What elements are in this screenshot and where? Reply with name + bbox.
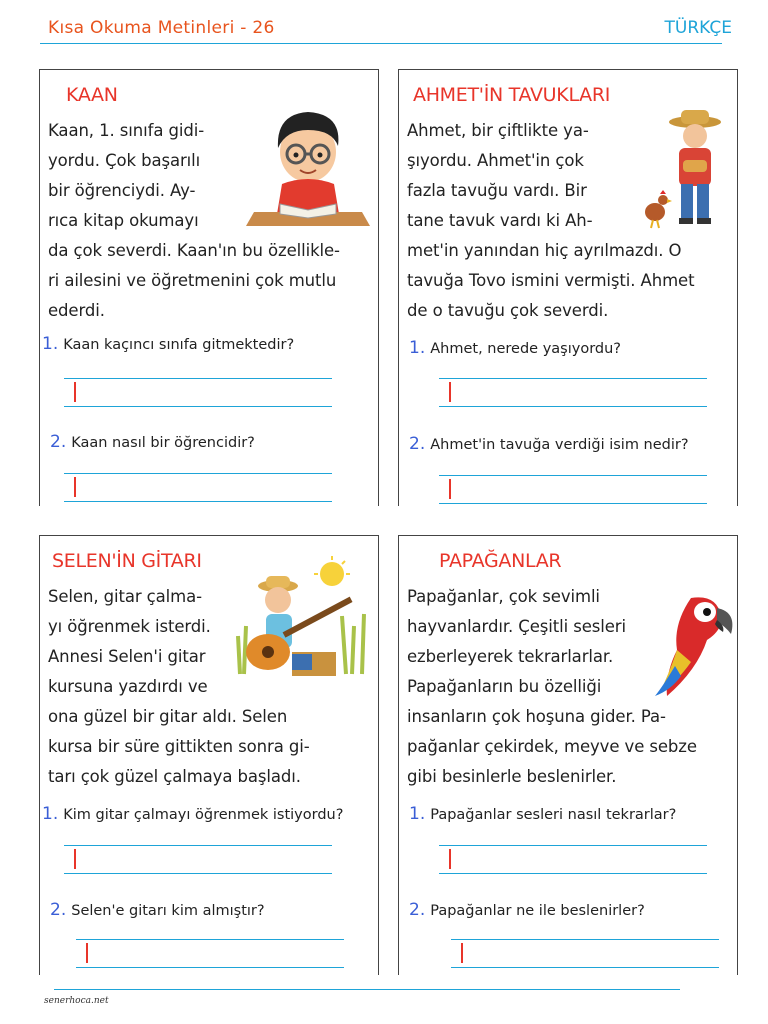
card-title: KAAN xyxy=(66,84,118,106)
question-number: 1. xyxy=(409,804,426,824)
question-number: 1. xyxy=(42,334,59,354)
text-line: tarı çok güzel çalmaya başladı. xyxy=(48,767,301,786)
answer-field-2[interactable] xyxy=(64,473,332,502)
text-line: şıyordu. Ahmet'in çok xyxy=(407,151,584,170)
text-line: gibi besinlerle beslenirler. xyxy=(407,767,617,786)
subject-label: TÜRKÇE xyxy=(664,18,732,38)
reading-card-papaganlar xyxy=(398,535,738,975)
question-number: 1. xyxy=(42,804,59,824)
footer-divider xyxy=(54,989,680,990)
text-line: da çok severdi. Kaan'ın bu özellikle- xyxy=(48,241,340,260)
text-line: Annesi Selen'i gitar xyxy=(48,647,206,666)
child-playing-guitar-icon xyxy=(232,556,378,680)
header-divider xyxy=(40,43,722,44)
question-2 xyxy=(409,900,745,920)
text-line: bir öğrenciydi. Ay- xyxy=(48,181,196,200)
question-text: Ahmet'in tavuğa verdiği isim nedir? xyxy=(430,437,689,453)
question-number: 2. xyxy=(50,900,67,920)
farmer-with-chicken-icon xyxy=(639,108,735,232)
text-line: Kaan, 1. sınıfa gidi- xyxy=(48,121,205,140)
answer-field-1[interactable] xyxy=(64,845,332,874)
question-text: Ahmet, nerede yaşıyordu? xyxy=(430,341,621,357)
question-1 xyxy=(42,804,378,824)
answer-field-1[interactable] xyxy=(439,845,707,874)
text-line: de o tavuğu çok severdi. xyxy=(407,301,609,320)
card-title: PAPAĞANLAR xyxy=(439,550,562,572)
question-number: 1. xyxy=(409,338,426,358)
question-text: Papağanlar ne ile beslenirler? xyxy=(430,903,645,919)
text-line: Ahmet, bir çiftlikte ya- xyxy=(407,121,589,140)
answer-field-2[interactable] xyxy=(76,939,344,968)
question-text: Kim gitar çalmayı öğrenmek istiyordu? xyxy=(63,807,344,823)
text-line: tavuğa Tovo ismini vermişti. Ahmet xyxy=(407,271,695,290)
answer-start-mark xyxy=(74,382,76,402)
boy-reading-book-icon xyxy=(246,100,370,230)
text-line: kursa bir süre gittikten sonra gi- xyxy=(48,737,310,756)
answer-field-2[interactable] xyxy=(451,939,719,968)
card-title: AHMET'İN TAVUKLARI xyxy=(413,84,611,106)
reading-card-ahmet xyxy=(398,69,738,506)
question-1 xyxy=(409,804,745,824)
question-2 xyxy=(409,434,745,454)
question-number: 2. xyxy=(409,900,426,920)
answer-start-mark xyxy=(449,849,451,869)
question-1 xyxy=(409,338,745,358)
answer-start-mark xyxy=(74,849,76,869)
answer-field-2[interactable] xyxy=(439,475,707,504)
question-1 xyxy=(42,334,378,354)
text-line: Selen, gitar çalma- xyxy=(48,587,202,606)
reading-card-kaan xyxy=(39,69,379,506)
question-text: Kaan kaçıncı sınıfa gitmektedir? xyxy=(63,337,295,353)
text-line: rıca kitap okumayı xyxy=(48,211,199,230)
text-line: yı öğrenmek isterdi. xyxy=(48,617,211,636)
reading-card-selen xyxy=(39,535,379,975)
answer-start-mark xyxy=(86,943,88,963)
question-2 xyxy=(50,432,386,452)
answer-start-mark xyxy=(449,382,451,402)
answer-field-1[interactable] xyxy=(439,378,707,407)
text-line: yordu. Çok başarılı xyxy=(48,151,201,170)
answer-field-1[interactable] xyxy=(64,378,332,407)
text-line: ederdi. xyxy=(48,301,105,320)
text-line: ri ailesini ve öğretmenini çok mutlu xyxy=(48,271,337,290)
text-line: kursuna yazdırdı ve xyxy=(48,677,208,696)
worksheet-title: Kısa Okuma Metinleri - 26 xyxy=(48,18,275,38)
question-text: Papağanlar sesleri nasıl tekrarlar? xyxy=(430,807,677,823)
question-text: Selen'e gitarı kim almıştır? xyxy=(71,903,265,919)
card-title: SELEN'İN GİTARI xyxy=(52,550,202,572)
text-line: Papağanlar, çok sevimli xyxy=(407,587,600,606)
answer-start-mark xyxy=(461,943,463,963)
answer-start-mark xyxy=(449,479,451,499)
site-brand: senerhoca.net xyxy=(44,996,109,1006)
text-line: insanların çok hoşuna gider. Pa- xyxy=(407,707,666,726)
text-line: hayvanlardır. Çeşitli sesleri xyxy=(407,617,626,636)
question-2 xyxy=(50,900,386,920)
text-line: ezberleyerek tekrarlarlar. xyxy=(407,647,614,666)
text-line: tane tavuk vardı ki Ah- xyxy=(407,211,593,230)
text-line: pağanlar çekirdek, meyve ve sebze xyxy=(407,737,697,756)
parrot-icon xyxy=(647,590,737,700)
text-line: fazla tavuğu vardı. Bir xyxy=(407,181,587,200)
text-line: Papağanların bu özelliği xyxy=(407,677,602,696)
question-number: 2. xyxy=(409,434,426,454)
question-number: 2. xyxy=(50,432,67,452)
text-line: ona güzel bir gitar aldı. Selen xyxy=(48,707,288,726)
text-line: met'in yanından hiç ayrılmazdı. O xyxy=(407,241,682,260)
question-text: Kaan nasıl bir öğrencidir? xyxy=(71,435,255,451)
answer-start-mark xyxy=(74,477,76,497)
